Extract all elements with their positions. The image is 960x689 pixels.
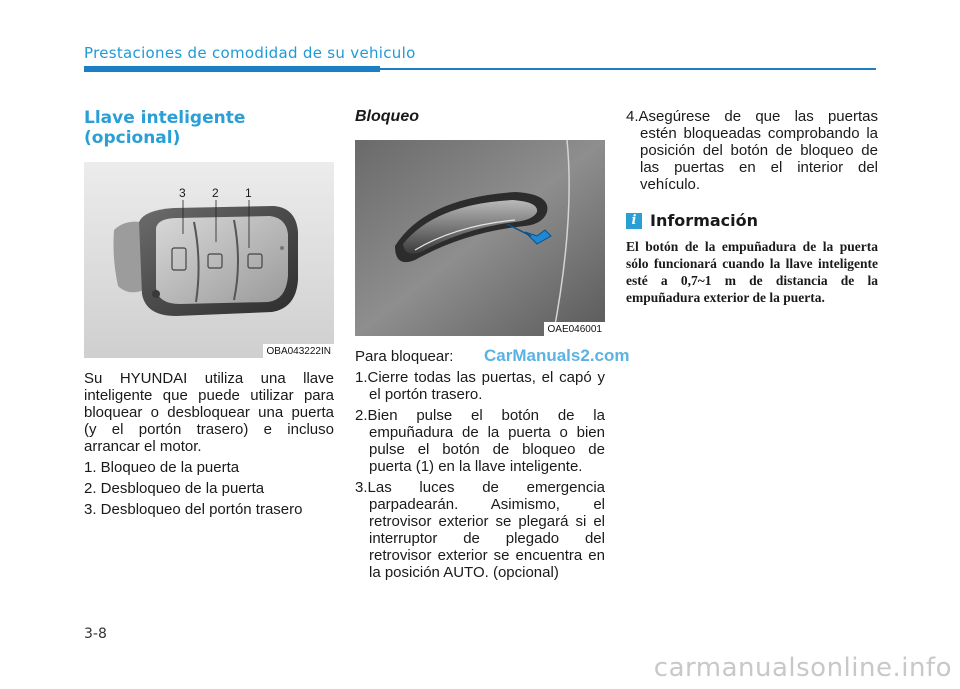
list-item: 3. Desbloqueo del portón trasero xyxy=(84,501,303,518)
door-handle-figure xyxy=(355,140,605,336)
smart-key-illustration xyxy=(84,162,334,358)
locking-step-4: 4.Asegúrese de que las puertas estén bloqueadas comprobando la posición del botón de bloqueo de las puertas en el interior del vehículo. xyxy=(626,108,878,193)
header-bar-line xyxy=(380,68,876,70)
information-header xyxy=(626,211,878,230)
locking-steps xyxy=(355,369,605,581)
locking-heading: Bloqueo xyxy=(355,108,419,125)
list-item: 3.Las luces de emergencia parpadearán. Asimismo, el retrovisor exterior se plegará si el interruptor de plegado del retrovisor exterior se encuentra en la posición AUTO. (opcional) xyxy=(355,479,605,581)
header-title: Prestaciones de comodidad de su vehiculo xyxy=(84,44,416,62)
list-item: 2. Desbloqueo de la puerta xyxy=(84,480,265,497)
column-smart-key xyxy=(84,108,334,518)
door-handle-illustration xyxy=(355,140,605,336)
info-icon: i xyxy=(626,213,642,229)
information-title: Información xyxy=(650,211,759,230)
list-item: 1. Bloqueo de la puerta xyxy=(84,459,240,476)
page-number: 3-8 xyxy=(84,626,107,642)
information-text: El botón de la empuñadura de la puerta sólo funcionará cuando la llave inteligente esté a 0,7~1 m de distancia de la empuñadura exterior de la puerta. xyxy=(626,239,878,305)
figure-number-2: 2 xyxy=(212,186,219,200)
footer-watermark: carmanualsonline.info xyxy=(653,653,952,683)
list-item: 1.Cierre todas las puertas, el capó y el portón trasero. xyxy=(355,369,605,403)
figure-code: OAE046001 xyxy=(544,322,606,336)
smart-key-figure xyxy=(84,162,334,358)
figure-number-3: 3 xyxy=(179,186,186,200)
smart-key-button-list xyxy=(84,459,334,518)
figure-code: OBA043222IN xyxy=(263,344,335,358)
watermark: CarManuals2.com xyxy=(484,346,630,365)
header-bar-thick xyxy=(84,66,380,72)
locking-lead: Para bloquear: xyxy=(355,348,454,365)
column-check xyxy=(626,108,878,306)
list-item: 2.Bien pulse el botón de la empuñadura de la puerta o bien pulse el botón de bloqueo de puerta (1) en la llave inteligente. xyxy=(355,407,605,475)
column-locking xyxy=(355,108,605,581)
smart-key-heading: Llave inteligente (opcional) xyxy=(84,108,246,148)
figure-number-1: 1 xyxy=(245,186,252,200)
smart-key-intro: Su HYUNDAI utiliza una llave inteligente que puede utilizar para bloquear o desbloquear una puerta (y el portón trasero) e incluso arrancar el motor. xyxy=(84,370,334,455)
